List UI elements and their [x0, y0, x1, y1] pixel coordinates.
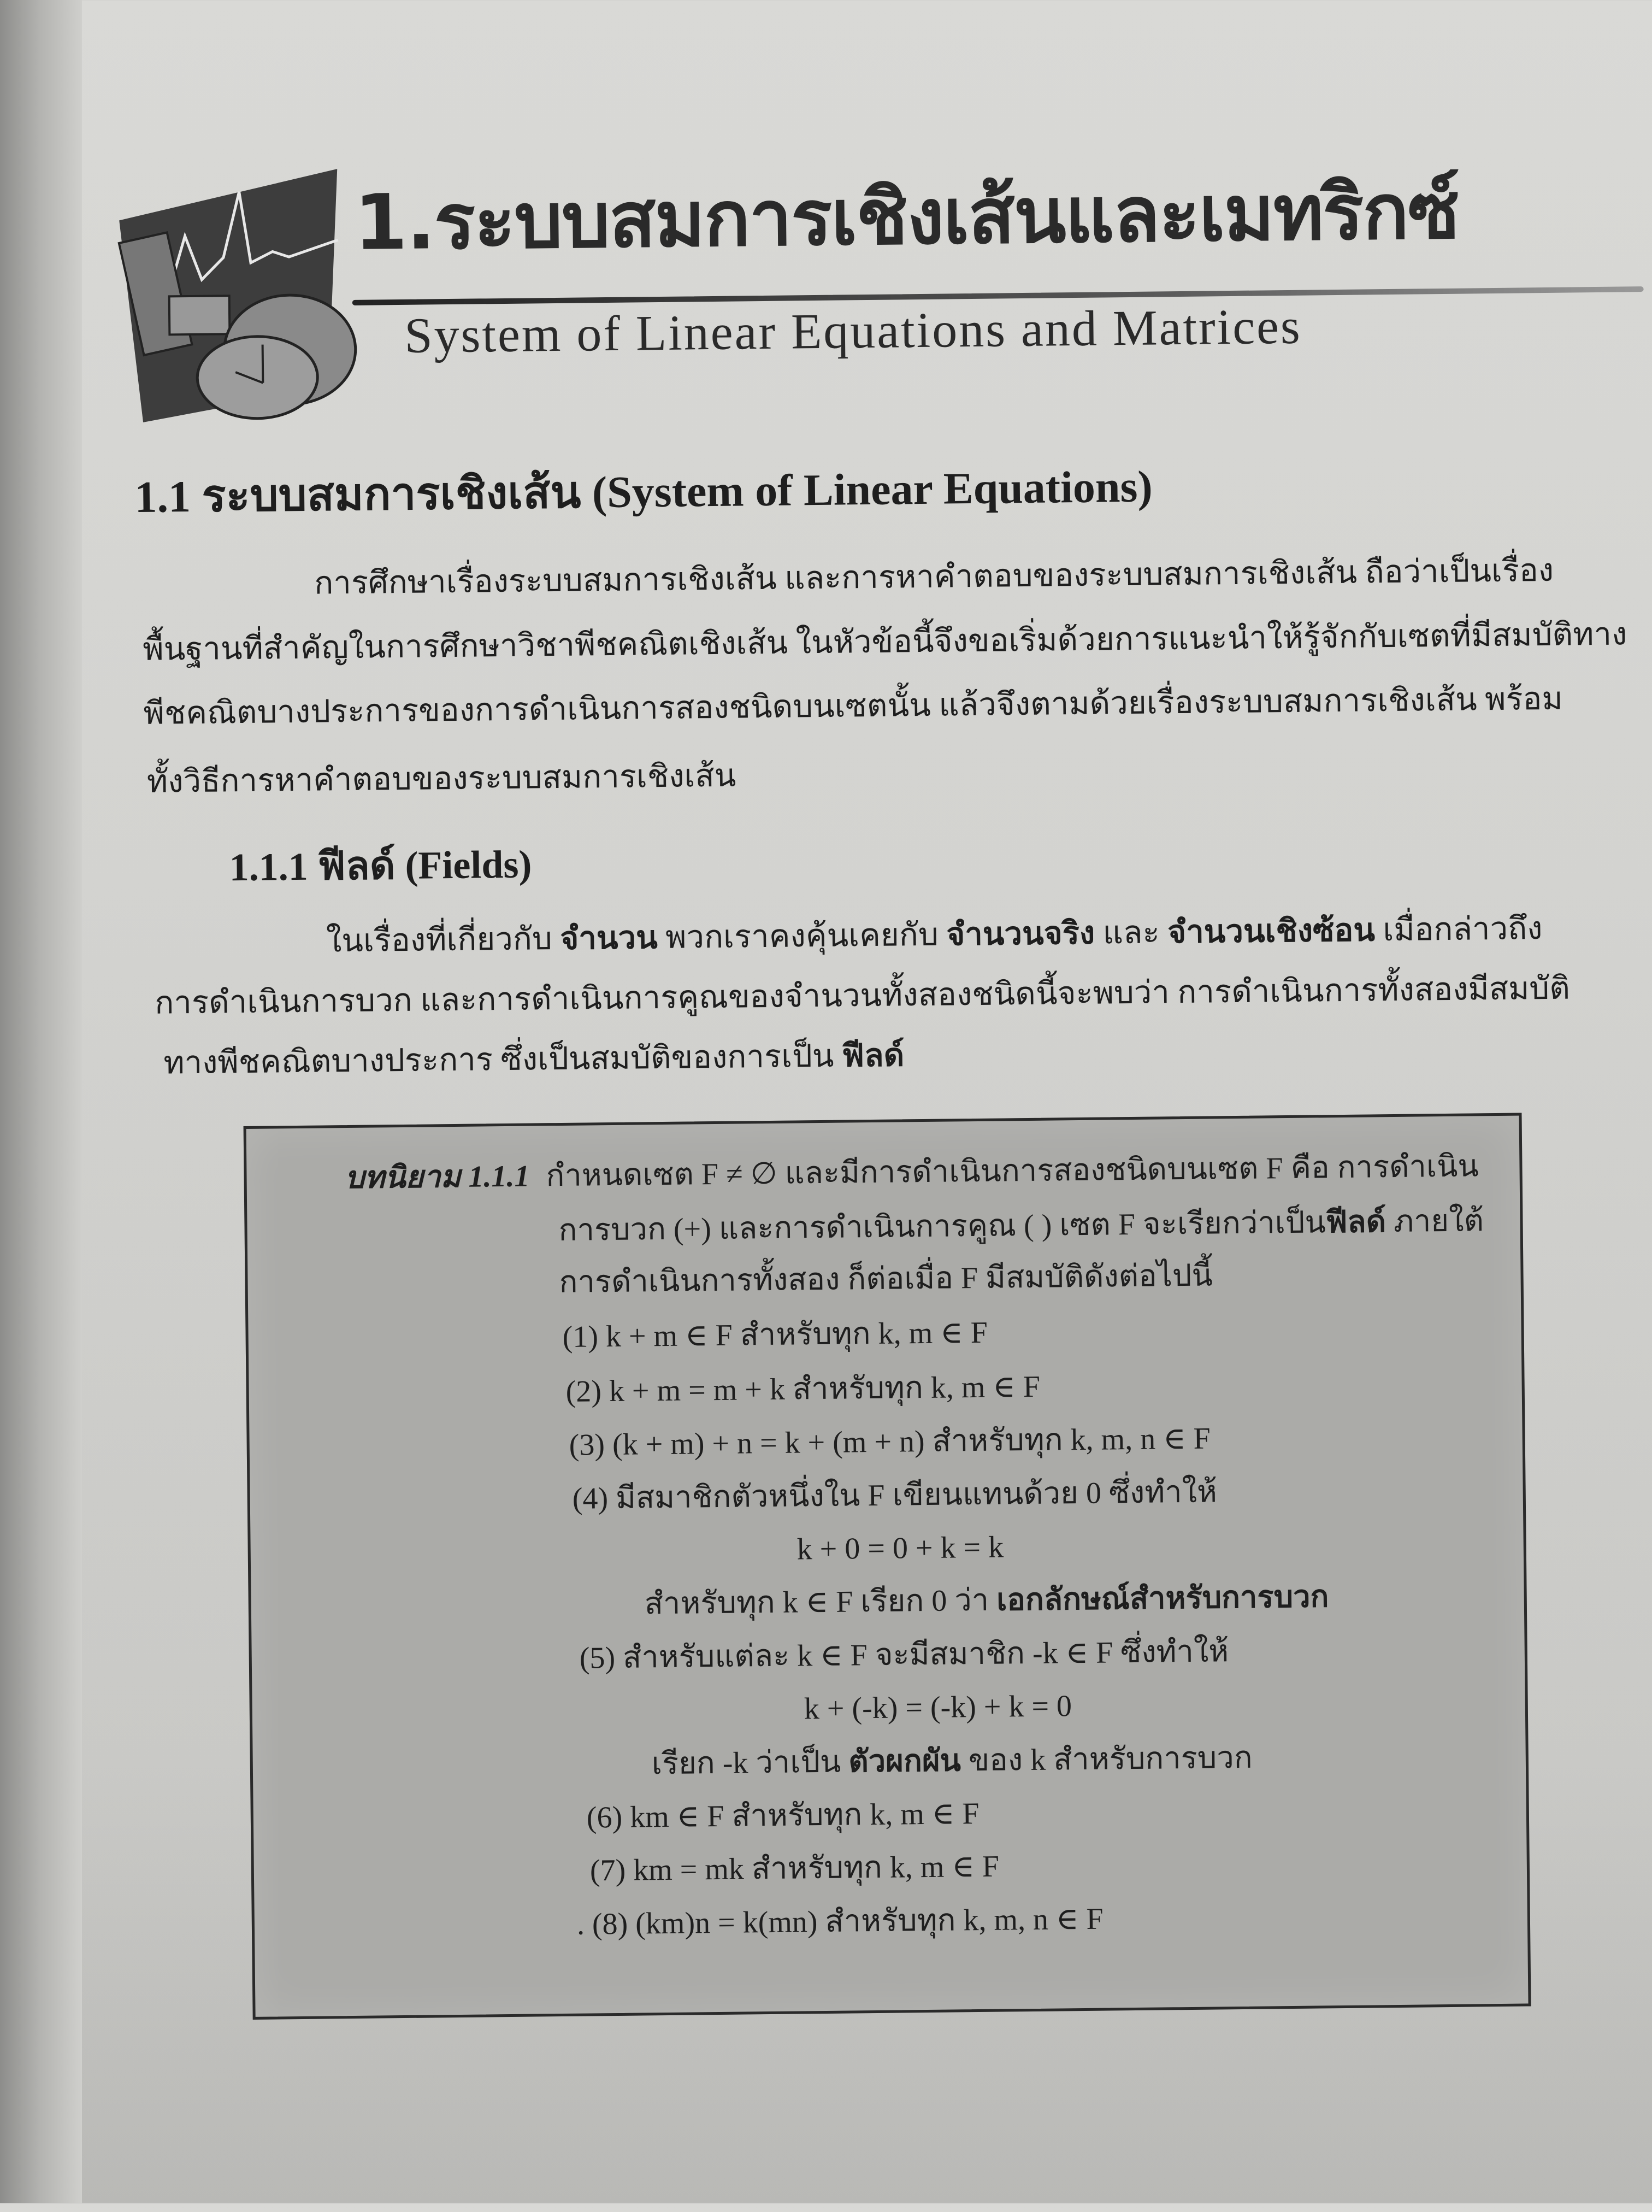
- definition-text: กำหนดเซต F ≠ ∅ และมีการดำเนินการสองชนิดบนเซต F คือ การดำเนิน: [546, 1149, 1479, 1193]
- paragraph-line: การศึกษาเรื่องระบบสมการเชิงเส้น และการหาคำตอบของระบบสมการเชิงเส้น ถือว่าเป็นเรื่อง: [314, 552, 1554, 601]
- axiom-item: (2) k + m = m + k สำหรับทุก k, m ∈ F: [565, 1369, 1041, 1409]
- subsection-heading: 1.1.1 ฟีลด์ (Fields): [229, 842, 532, 890]
- fields-paragraph-line: ทางพีชคณิตบางประการ ซึ่งเป็นสมบัติของการเป็น ฟีลด์: [163, 1037, 905, 1081]
- chapter-title: 1.ระบบสมการเชิงเส้นและเมทริกซ์: [353, 167, 1459, 268]
- axiom-note: เรียก -k ว่าเป็น ตัวผกผัน ของ k สำหรับการบวก: [651, 1740, 1253, 1781]
- axiom-item: (1) k + m ∈ F สำหรับทุก k, m ∈ F: [562, 1315, 988, 1354]
- axiom-formula: k + (-k) = (-k) + k = 0: [804, 1689, 1072, 1726]
- paragraph-line: ทั้งวิธีการหาคำตอบของระบบสมการเชิงเส้น: [146, 757, 736, 799]
- chapter-subtitle: System of Linear Equations and Matrices: [404, 298, 1302, 363]
- definition-label: บทนิยาม 1.1.1: [345, 1159, 530, 1196]
- fields-paragraph-line: ในเรื่องที่เกี่ยวกับ จำนวน พวกเราคงคุ้นเคยกับ จำนวนจริง และ จำนวนเชิงซ้อน เมื่อกล่าวถึง: [326, 910, 1543, 959]
- axiom-item: . (8) (km)n = k(mn) สำหรับทุก k, m, n ∈ F: [576, 1902, 1104, 1942]
- axiom-item: (4) มีสมาชิกตัวหนึ่งใน F เขียนแทนด้วย 0 ซึ่งทำให้: [572, 1475, 1218, 1516]
- definition-header-row: [345, 1149, 1479, 1196]
- axiom-formula: k + 0 = 0 + k = k: [796, 1530, 1004, 1567]
- axiom-item: (3) (k + m) + n = k + (m + n) สำหรับทุก k, m, n ∈ F: [569, 1421, 1211, 1462]
- chart-clock-emblem-icon: [108, 169, 373, 423]
- definition-text: การดำเนินการทั้งสอง ก็ต่อเมื่อ F มีสมบัติดังต่อไปนี้: [559, 1258, 1213, 1300]
- section-heading: 1.1 ระบบสมการเชิงเส้น (System of Linear Equations): [134, 461, 1153, 522]
- paragraph-line: พื้นฐานที่สำคัญในการศึกษาวิชาพีชคณิตเชิงเส้น ในหัวข้อนี้จึงขอเริ่มด้วยการแนะนำให้รู้จักกับเซตที่มีสมบัติทาง: [143, 616, 1627, 667]
- axiom-note: สำหรับทุก k ∈ F เรียก 0 ว่า เอกลักษณ์สำหรับการบวก: [644, 1580, 1329, 1621]
- axiom-item: (6) km ∈ F สำหรับทุก k, m ∈ F: [586, 1797, 980, 1835]
- definition-box: [244, 1113, 1531, 2020]
- fields-paragraph-line: การดำเนินการบวก และการดำเนินการคูณของจำนวนทั้งสองชนิดนี้จะพบว่า การดำเนินการทั้งสองมีสมบัติ: [154, 970, 1571, 1021]
- axiom-item: (7) km = mk สำหรับทุก k, m ∈ F: [589, 1849, 1000, 1888]
- definition-text: การบวก (+) และการดำเนินการคูณ ( ) เซต F จะเรียกว่าเป็นฟีลด์ ภายใต้: [558, 1204, 1484, 1248]
- axiom-item: (5) สำหรับแต่ละ k ∈ F จะมีสมาชิก -k ∈ F ซึ่งทำให้: [579, 1634, 1229, 1675]
- paragraph-line: พีชคณิตบางประการของการดำเนินการสองชนิดบนเซตนั้น แล้วจึงตามด้วยเรื่องระบบสมการเชิงเส้น พร้อม: [143, 680, 1563, 731]
